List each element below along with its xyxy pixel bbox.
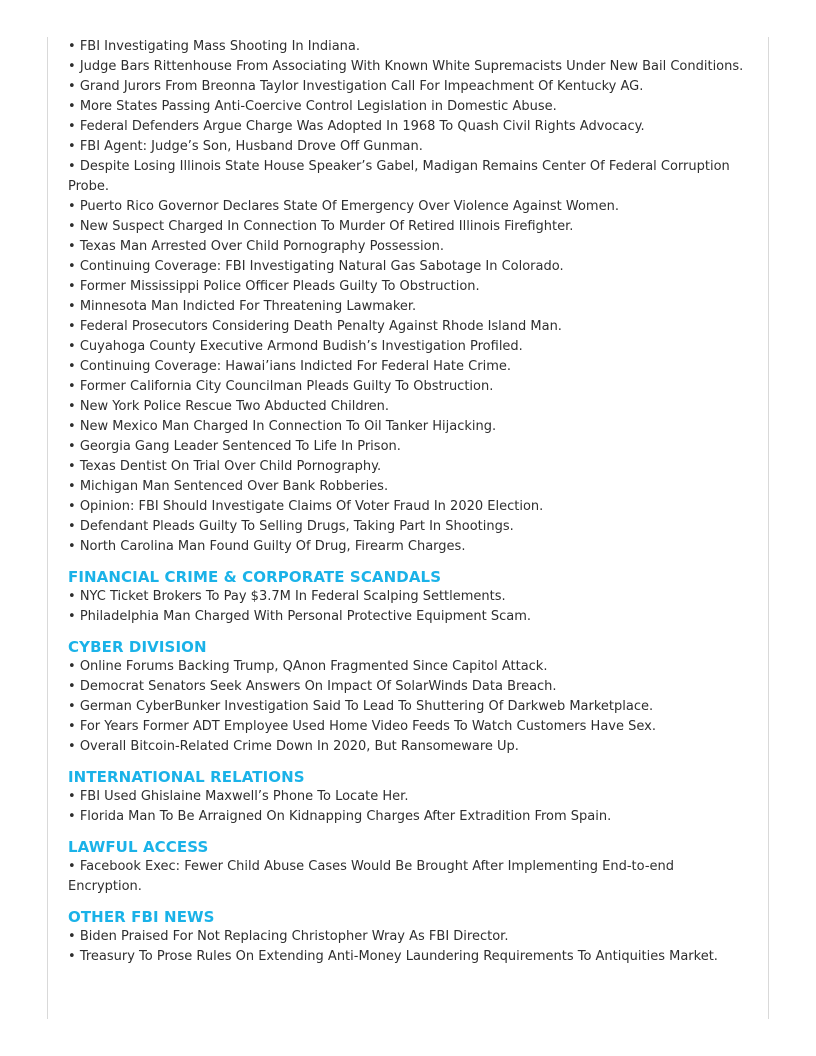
newsletter-body [68, 37, 746, 967]
section-heading: LAWFUL ACCESS [68, 838, 209, 856]
bullet-icon: • [68, 139, 76, 154]
bullet-icon: • [68, 379, 76, 394]
news-item [68, 657, 746, 677]
news-item [68, 737, 746, 757]
bullet-icon: • [68, 339, 76, 354]
news-item-text: Federal Defenders Argue Charge Was Adopted In 1968 To Quash Civil Rights Advocacy. [79, 119, 645, 134]
news-item-text: FBI Investigating Mass Shooting In Indiana. [79, 39, 361, 54]
news-item-text: Online Forums Backing Trump, QAnon Fragmented Since Capitol Attack. [79, 659, 548, 674]
bullet-icon: • [68, 319, 76, 334]
bullet-icon: • [68, 459, 76, 474]
bullet-icon: • [68, 79, 76, 94]
news-item-text: Overall Bitcoin-Related Crime Down In 2020, But Ransomeware Up. [79, 739, 519, 754]
news-item-text: Defendant Pleads Guilty To Selling Drugs, Taking Part In Shootings. [79, 519, 514, 534]
news-item [68, 37, 746, 57]
bullet-icon: • [68, 719, 76, 734]
bullet-icon: • [68, 789, 76, 804]
news-item-text: Georgia Gang Leader Sentenced To Life In Prison. [79, 439, 401, 454]
news-section [68, 907, 746, 967]
news-item-text: Puerto Rico Governor Declares State Of Emergency Over Violence Against Women. [79, 199, 619, 214]
bullet-icon: • [68, 699, 76, 714]
news-section [68, 567, 746, 627]
news-item [68, 717, 746, 737]
news-item-text: FBI Used Ghislaine Maxwell’s Phone To Locate Her. [79, 789, 409, 804]
news-item [68, 157, 746, 197]
bullet-icon: • [68, 479, 76, 494]
news-item [68, 357, 746, 377]
news-item [68, 217, 746, 237]
news-item [68, 417, 746, 437]
bullet-icon: • [68, 659, 76, 674]
news-item [68, 237, 746, 257]
news-item-text: Federal Prosecutors Considering Death Penalty Against Rhode Island Man. [79, 319, 562, 334]
bullet-icon: • [68, 949, 76, 964]
bullet-icon: • [68, 399, 76, 414]
news-item-text: Texas Man Arrested Over Child Pornography Possession. [79, 239, 444, 254]
news-item [68, 537, 746, 557]
bullet-icon: • [68, 119, 76, 134]
section-heading: CYBER DIVISION [68, 638, 207, 656]
news-section [68, 767, 746, 827]
news-item [68, 437, 746, 457]
news-item-text: Florida Man To Be Arraigned On Kidnapping Charges After Extradition From Spain. [79, 809, 612, 824]
bullet-icon: • [68, 259, 76, 274]
news-item-text: Continuing Coverage: FBI Investigating Natural Gas Sabotage In Colorado. [79, 259, 564, 274]
news-item [68, 197, 746, 217]
news-item [68, 77, 746, 97]
news-item-text: Minnesota Man Indicted For Threatening Lawmaker. [79, 299, 417, 314]
bullet-icon: • [68, 589, 76, 604]
news-item-text: Opinion: FBI Should Investigate Claims Of Voter Fraud In 2020 Election. [79, 499, 544, 514]
news-item-text: For Years Former ADT Employee Used Home Video Feeds To Watch Customers Have Sex. [79, 719, 656, 734]
section-heading: INTERNATIONAL RELATIONS [68, 768, 305, 786]
news-item-text: FBI Agent: Judge’s Son, Husband Drove Off Gunman. [79, 139, 423, 154]
bullet-icon: • [68, 279, 76, 294]
news-item [68, 57, 746, 77]
news-item-text: New York Police Rescue Two Abducted Children. [79, 399, 390, 414]
news-item [68, 517, 746, 537]
bullet-icon: • [68, 159, 76, 174]
news-item [68, 377, 746, 397]
news-section [68, 637, 746, 757]
news-item [68, 927, 746, 947]
news-item-text: Former Mississippi Police Officer Pleads Guilty To Obstruction. [79, 279, 480, 294]
news-item [68, 97, 746, 117]
news-item [68, 607, 746, 627]
bullet-icon: • [68, 739, 76, 754]
bullet-icon: • [68, 539, 76, 554]
news-item-text: Texas Dentist On Trial Over Child Pornography. [79, 459, 382, 474]
news-item [68, 857, 746, 897]
news-item [68, 497, 746, 517]
news-item [68, 947, 746, 967]
news-item-text: Former California City Councilman Pleads Guilty To Obstruction. [79, 379, 494, 394]
news-item [68, 117, 746, 137]
news-item [68, 787, 746, 807]
bullet-icon: • [68, 439, 76, 454]
news-item-text: Michigan Man Sentenced Over Bank Robberies. [79, 479, 389, 494]
news-item-text: Continuing Coverage: Hawai’ians Indicted For Federal Hate Crime. [79, 359, 511, 374]
right-border-rule [768, 37, 769, 1019]
news-item-text: Democrat Senators Seek Answers On Impact Of SolarWinds Data Breach. [79, 679, 557, 694]
bullet-icon: • [68, 929, 76, 944]
bullet-icon: • [68, 809, 76, 824]
news-item-text: Grand Jurors From Breonna Taylor Investigation Call For Impeachment Of Kentucky AG. [79, 79, 644, 94]
news-item-text: More States Passing Anti-Coercive Control Legislation in Domestic Abuse. [79, 99, 557, 114]
news-sections [68, 567, 746, 967]
news-item-text: New Suspect Charged In Connection To Murder Of Retired Illinois Firefighter. [79, 219, 574, 234]
news-item-text: Cuyahoga County Executive Armond Budish’s Investigation Profiled. [79, 339, 523, 354]
news-item [68, 277, 746, 297]
news-item [68, 457, 746, 477]
bullet-icon: • [68, 219, 76, 234]
news-item [68, 317, 746, 337]
news-item-text: Judge Bars Rittenhouse From Associating With Known White Supremacists Under New Bail Conditions. [79, 59, 744, 74]
bullet-icon: • [68, 199, 76, 214]
bullet-icon: • [68, 99, 76, 114]
left-border-rule [47, 37, 48, 1019]
news-item [68, 807, 746, 827]
bullet-icon: • [68, 859, 76, 874]
intro-news-list [68, 37, 746, 557]
news-item-text: Biden Praised For Not Replacing Christopher Wray As FBI Director. [79, 929, 509, 944]
news-item-text: Treasury To Prose Rules On Extending Anti-Money Laundering Requirements To Antiquities Market. [79, 949, 718, 964]
news-item [68, 337, 746, 357]
bullet-icon: • [68, 419, 76, 434]
section-heading: OTHER FBI NEWS [68, 908, 215, 926]
bullet-icon: • [68, 609, 76, 624]
news-item-text: Philadelphia Man Charged With Personal Protective Equipment Scam. [79, 609, 532, 624]
news-item [68, 137, 746, 157]
news-item [68, 297, 746, 317]
section-heading: FINANCIAL CRIME & CORPORATE SCANDALS [68, 568, 442, 586]
news-item [68, 677, 746, 697]
news-item [68, 257, 746, 277]
bullet-icon: • [68, 39, 76, 54]
news-item-text: Facebook Exec: Fewer Child Abuse Cases Would Be Brought After Implementing End-to-end Encryption. [68, 859, 675, 894]
news-item [68, 697, 746, 717]
bullet-icon: • [68, 679, 76, 694]
bullet-icon: • [68, 519, 76, 534]
news-item-text: NYC Ticket Brokers To Pay $3.7M In Federal Scalping Settlements. [79, 589, 506, 604]
bullet-icon: • [68, 299, 76, 314]
news-item [68, 477, 746, 497]
bullet-icon: • [68, 59, 76, 74]
news-item [68, 397, 746, 417]
news-item-text: New Mexico Man Charged In Connection To Oil Tanker Hijacking. [79, 419, 497, 434]
news-item-text: German CyberBunker Investigation Said To Lead To Shuttering Of Darkweb Marketplace. [79, 699, 654, 714]
news-section [68, 837, 746, 897]
bullet-icon: • [68, 359, 76, 374]
news-item-text: Despite Losing Illinois State House Speaker’s Gabel, Madigan Remains Center Of Federal Corruption Probe. [68, 159, 730, 194]
bullet-icon: • [68, 239, 76, 254]
news-item [68, 587, 746, 607]
bullet-icon: • [68, 499, 76, 514]
news-item-text: North Carolina Man Found Guilty Of Drug, Firearm Charges. [79, 539, 466, 554]
